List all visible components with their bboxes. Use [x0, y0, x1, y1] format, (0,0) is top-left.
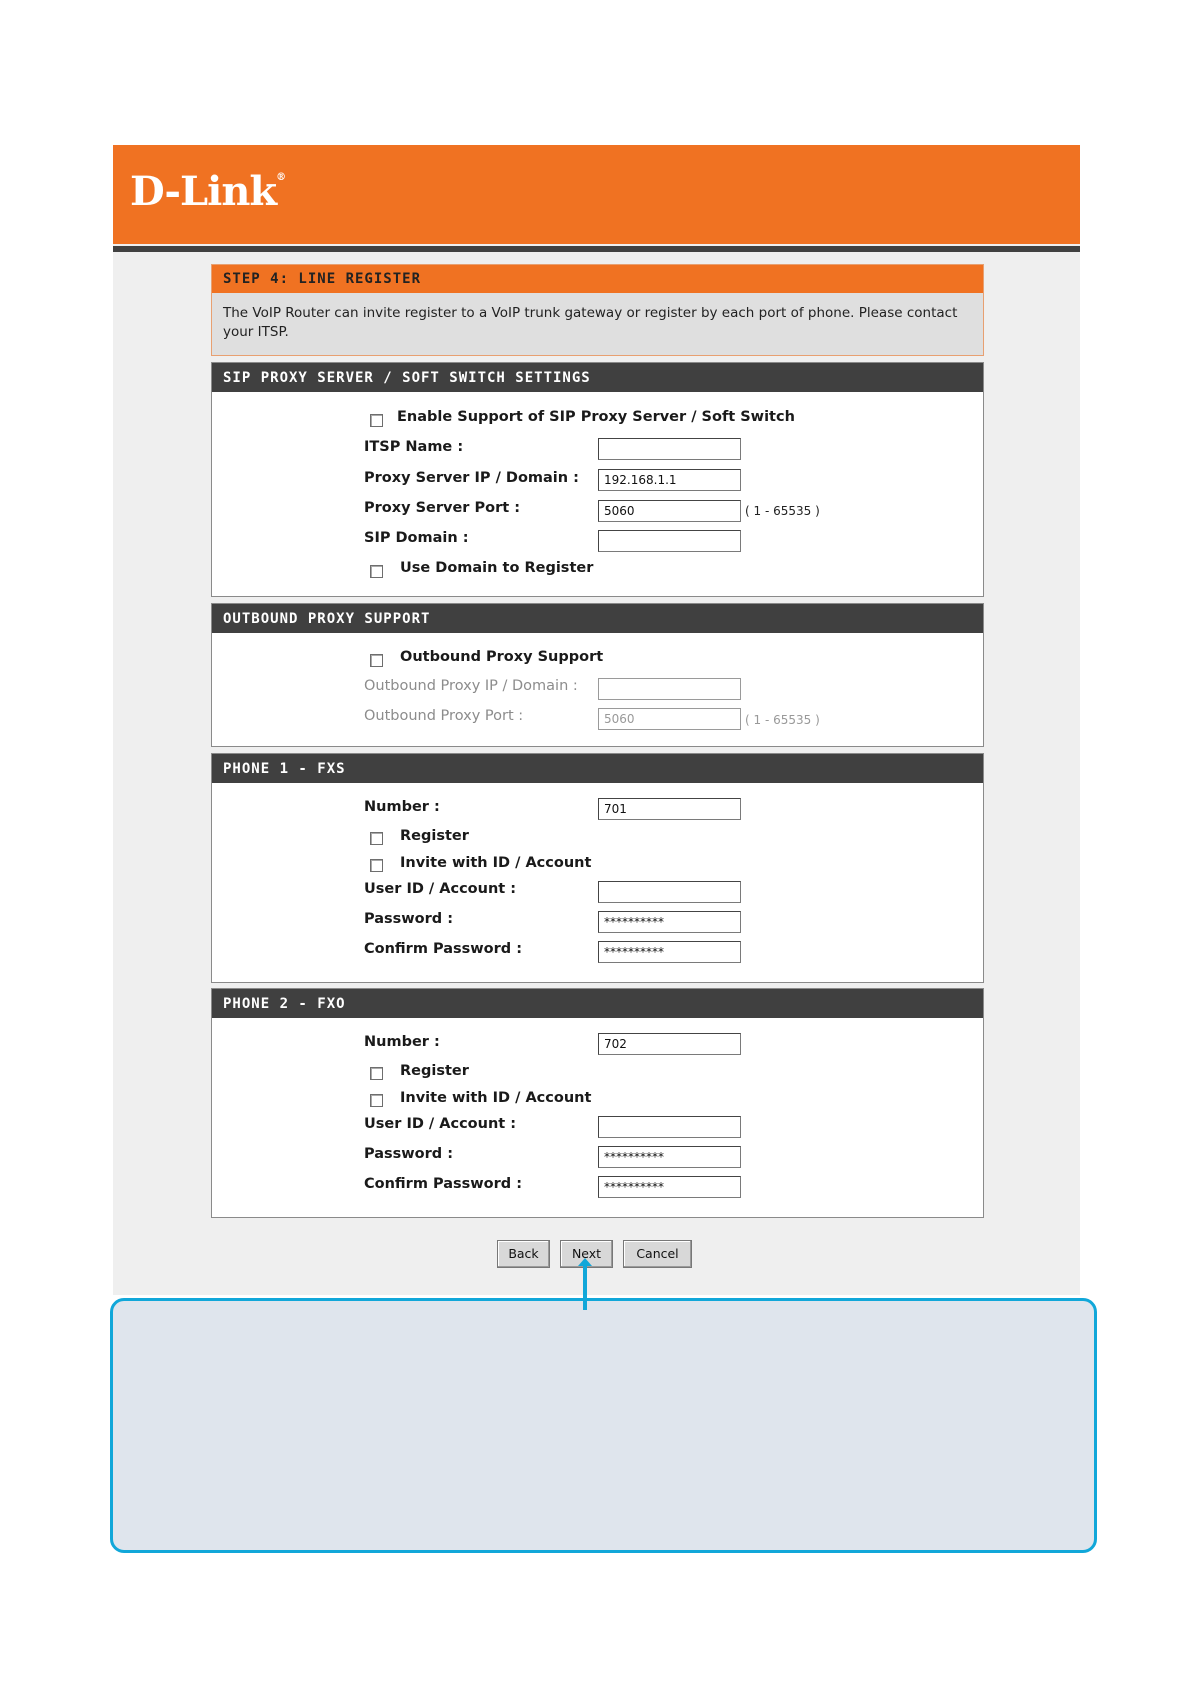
phone2-title: PHONE 2 - FXO [212, 989, 983, 1018]
phone1-confirm-input[interactable] [598, 941, 741, 963]
phone1-confirm-label: Confirm Password : [364, 941, 522, 957]
next-button[interactable]: Next [560, 1240, 613, 1268]
proxy-port-label: Proxy Server Port : [364, 500, 521, 516]
outbound-port-input[interactable] [598, 708, 741, 730]
outbound-port-hint: ( 1 - 65535 ) [745, 713, 820, 727]
phone2-password-input[interactable] [598, 1146, 741, 1168]
callout-box [110, 1298, 1097, 1553]
proxy-ip-label: Proxy Server IP / Domain : [364, 470, 579, 486]
sip-proxy-section [211, 362, 984, 597]
phone1-register-checkbox[interactable] [370, 832, 383, 845]
proxy-port-hint: ( 1 - 65535 ) [745, 504, 820, 518]
proxy-port-input[interactable] [598, 500, 741, 522]
outbound-proxy-checkbox[interactable] [370, 654, 383, 667]
outbound-proxy-label: Outbound Proxy Support [400, 649, 604, 665]
dlink-logo: D-Link® [130, 168, 286, 215]
use-domain-checkbox[interactable] [370, 565, 383, 578]
phone2-number-label: Number : [364, 1034, 440, 1050]
phone2-invite-label: Invite with ID / Account [400, 1090, 592, 1106]
phone2-register-label: Register [400, 1063, 469, 1079]
sip-proxy-title: SIP PROXY SERVER / SOFT SWITCH SETTINGS [212, 363, 983, 392]
phone2-confirm-label: Confirm Password : [364, 1176, 522, 1192]
outbound-proxy-title: OUTBOUND PROXY SUPPORT [212, 604, 983, 633]
phone2-register-checkbox[interactable] [370, 1067, 383, 1080]
step-title: STEP 4: LINE REGISTER [212, 265, 983, 293]
enable-sip-proxy-checkbox[interactable] [370, 414, 383, 427]
phone1-number-input[interactable] [598, 798, 741, 820]
phone1-user-label: User ID / Account : [364, 881, 517, 897]
itsp-name-label: ITSP Name : [364, 439, 464, 455]
itsp-name-input[interactable] [598, 438, 741, 460]
phone1-invite-checkbox[interactable] [370, 859, 383, 872]
phone1-section [211, 753, 984, 983]
phone2-invite-checkbox[interactable] [370, 1094, 383, 1107]
back-button[interactable]: Back [497, 1240, 550, 1268]
phone1-title: PHONE 1 - FXS [212, 754, 983, 783]
outbound-ip-label: Outbound Proxy IP / Domain : [364, 678, 578, 694]
header-divider [113, 246, 1080, 252]
phone2-number-input[interactable] [598, 1033, 741, 1055]
sip-domain-label: SIP Domain : [364, 530, 469, 546]
phone1-password-label: Password : [364, 911, 454, 927]
step-panel [211, 264, 984, 356]
cancel-button[interactable]: Cancel [623, 1240, 692, 1268]
outbound-port-label: Outbound Proxy Port : [364, 708, 524, 724]
phone1-register-label: Register [400, 828, 469, 844]
phone1-number-label: Number : [364, 799, 440, 815]
phone1-invite-label: Invite with ID / Account [400, 855, 592, 871]
phone2-password-label: Password : [364, 1146, 454, 1162]
phone2-user-input[interactable] [598, 1116, 741, 1138]
phone2-section [211, 988, 984, 1218]
phone2-user-label: User ID / Account : [364, 1116, 517, 1132]
callout-pointer-arrow-icon [578, 1258, 592, 1266]
callout-pointer-line [583, 1262, 587, 1310]
phone1-password-input[interactable] [598, 911, 741, 933]
phone2-confirm-input[interactable] [598, 1176, 741, 1198]
use-domain-label: Use Domain to Register [400, 560, 594, 576]
sip-domain-input[interactable] [598, 530, 741, 552]
phone1-user-input[interactable] [598, 881, 741, 903]
enable-sip-proxy-label: Enable Support of SIP Proxy Server / Soft Switch [397, 409, 795, 425]
step-description: The VoIP Router can invite register to a VoIP trunk gateway or register by each port of phone. Please contact your ITSP. [223, 305, 958, 340]
outbound-ip-input[interactable] [598, 678, 741, 700]
proxy-ip-input[interactable] [598, 469, 741, 491]
outbound-proxy-section [211, 603, 984, 747]
